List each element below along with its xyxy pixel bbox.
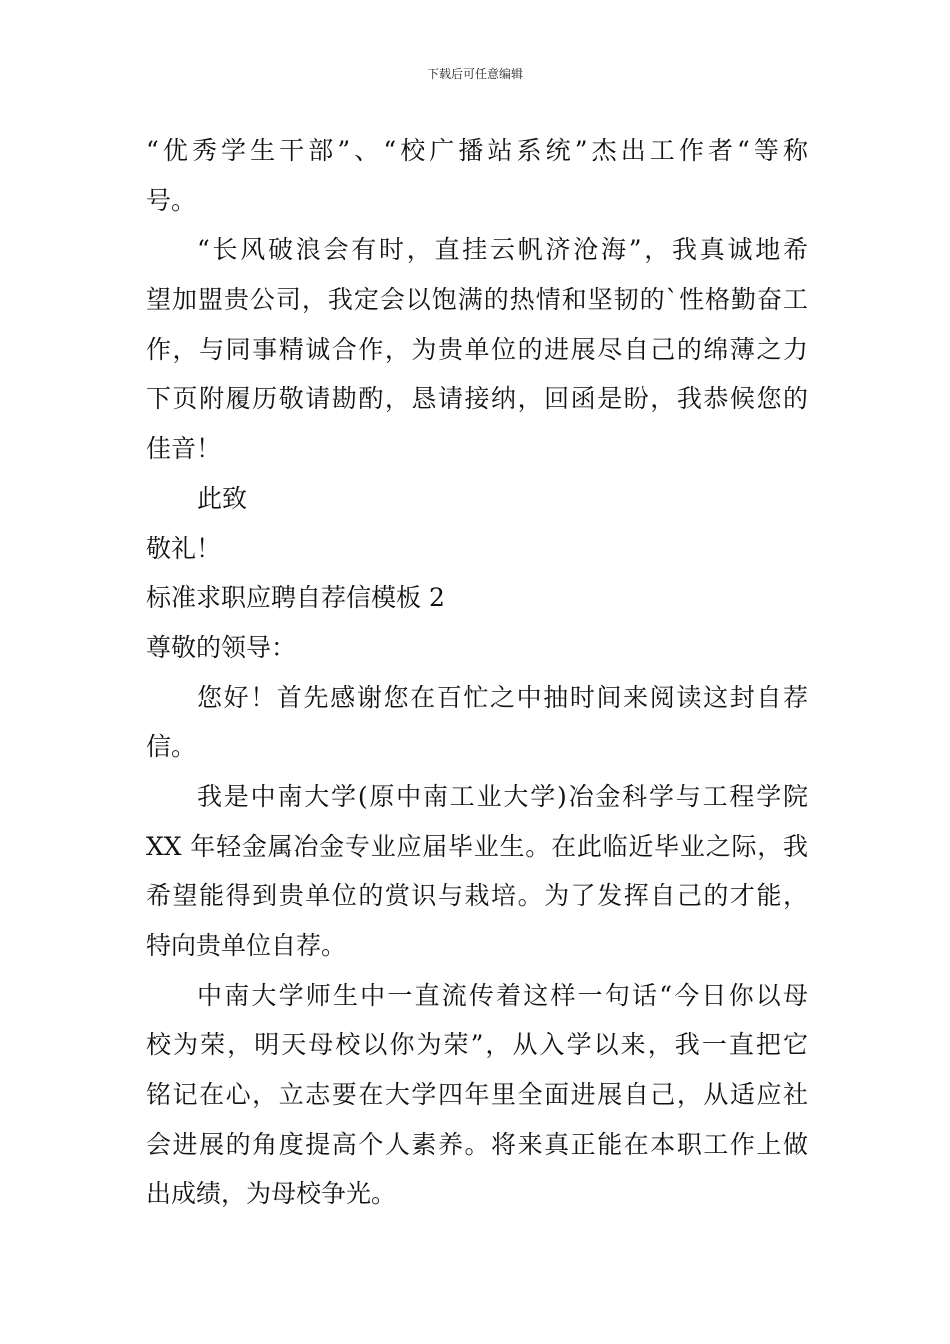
text-line: 号。 [146, 185, 197, 215]
text-line: 特向贵单位自荐。 [146, 931, 347, 960]
text-line: 此致 [197, 483, 248, 513]
text-line: 铭记在心，立志要在大学四年里全面进展自己，从适应社 [146, 1080, 808, 1110]
text-line: 望加盟贵公司，我定会以饱满的热情和坚韧的`性格勤奋工 [146, 285, 808, 315]
text-line: 信。 [146, 732, 197, 762]
text-line: 中南大学师生中一直流传着这样一句话“今日你以母 [197, 980, 808, 1010]
text-line: “优秀学生干部”、“校广播站系统”杰出工作者“等称 [146, 136, 808, 165]
text-line: 敬礼！ [146, 533, 222, 563]
page-header-note: 下载后可任意编辑 [426, 67, 523, 81]
text-line: 校为荣，明天母校以你为荣”，从入学以来，我一直把它 [146, 1030, 808, 1060]
text-line: 出成绩，为母校争光。 [146, 1179, 397, 1209]
text-line: 作，与同事精诚合作，为贵单位的进展尽自己的绵薄之力 [146, 334, 808, 364]
text-line: 佳音！ [146, 434, 222, 464]
text-line: 下页附履历敬请勘酌，恳请接纳，回函是盼，我恭候您的 [146, 384, 808, 414]
text-line: 会进展的角度提高个人素养。将来真正能在本职工作上做 [146, 1129, 808, 1159]
text-line: XX 年轻金属冶金专业应届毕业生。在此临近毕业之际，我 [146, 831, 808, 861]
text-line: 我是中南大学(原中南工业大学)冶金科学与工程学院 [197, 781, 808, 811]
text-line: “长风破浪会有时，直挂云帆济沧海”，我真诚地希 [197, 235, 808, 265]
salutation: 尊敬的领导： [146, 632, 297, 662]
text-line: 您好！首先感谢您在百忙之中抽时间来阅读这封自荐 [197, 682, 808, 712]
text-line: 希望能得到贵单位的赏识与栽培。为了发挥自己的才能， [146, 881, 808, 911]
section-title: 标准求职应聘自荐信模板 2 [146, 583, 445, 613]
document-body [146, 126, 808, 1219]
